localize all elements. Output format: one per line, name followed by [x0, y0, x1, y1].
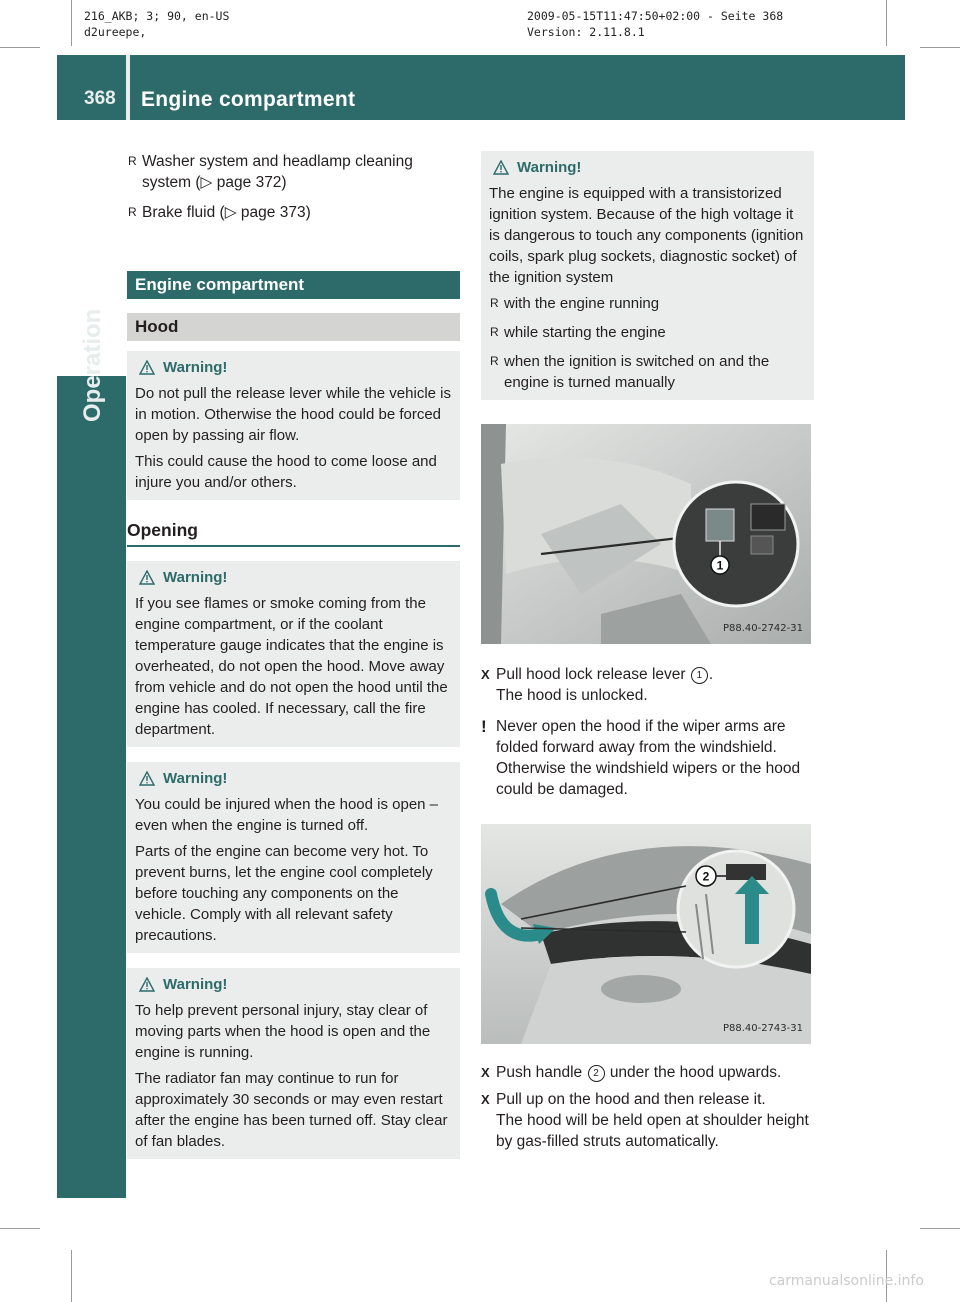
warning-heading [493, 157, 806, 178]
step-marker: X [481, 667, 490, 682]
meta-left-line2: d2ureepe, [84, 25, 147, 39]
warning-label: Warning! [163, 770, 228, 787]
warning-label: Warning! [163, 569, 228, 586]
instruction-step [481, 1089, 814, 1152]
warning-text: To help prevent personal injury, stay clear of moving parts when the hood is open and the engine is running. [135, 1002, 431, 1061]
right-column [481, 151, 814, 1158]
instruction-step [481, 664, 814, 706]
caution-marker: ! [481, 717, 487, 736]
crop-mark [0, 47, 40, 48]
warning-text: Parts of the engine can become very hot. To prevent burns, let the engine cool completely before touching any components on the vehicle. Comply with all relevant safety precautions. [135, 843, 433, 944]
page-number: 368 [84, 88, 116, 109]
warning-box [127, 762, 460, 953]
meta-right-line2: Version: 2.11.8.1 [527, 25, 645, 39]
bullet-text: Brake fluid (▷ page 373) [142, 204, 311, 221]
warning-label: Warning! [517, 159, 582, 176]
warning-text: The radiator fan may continue to run for approximately 30 seconds or may even restart after the engine has been turned off. Stay clear of fan blades. [135, 1070, 448, 1150]
bullet-text: while starting the engine [504, 324, 666, 341]
caution-note [481, 716, 814, 800]
warning-text: Do not pull the release lever while the vehicle is in motion. Otherwise the hood could be forced open by passing air flow. [135, 385, 452, 444]
hood-handle-figure [481, 824, 811, 1044]
bullet-marker: R [128, 154, 137, 168]
bullet-text: Washer system and headlamp cleaning system (▷ page 372) [142, 153, 413, 191]
footer-watermark: carmanualsonline.info [769, 1273, 924, 1289]
hood-release-lever-figure [481, 424, 811, 644]
opening-heading: Opening [127, 520, 460, 547]
list-item [489, 293, 806, 314]
note-text: Never open the hood if the wiper arms are folded forward away from the windshield. Otherwise the windshield wipers or the hood could be damaged. [496, 718, 801, 798]
side-tab-label [57, 308, 126, 606]
bullet-marker: R [490, 296, 499, 310]
crop-mark [71, 0, 72, 46]
figure1-callout: 1 [716, 558, 724, 573]
instruction-step [481, 1062, 814, 1083]
warning-box [481, 151, 814, 400]
warning-triangle-icon [139, 771, 155, 786]
step-text: Push handle [496, 1064, 583, 1081]
subsection-title: Hood [127, 313, 460, 341]
warning-box [127, 968, 460, 1159]
header-divider [126, 55, 130, 120]
callout-number: 1 [691, 667, 708, 684]
crop-mark [920, 47, 960, 48]
step-text: . [708, 666, 714, 683]
warning-text: This could cause the hood to come loose and injure you and/or others. [135, 453, 437, 491]
step-marker: X [481, 1092, 490, 1107]
crop-mark [920, 1228, 960, 1229]
meta-right-line1: 2009-05-15T11:47:50+02:00 - Seite 368 [527, 9, 784, 23]
step-list [481, 1062, 814, 1152]
warning-triangle-icon [139, 360, 155, 375]
warning-box [127, 351, 460, 500]
section-title: Engine compartment [127, 271, 460, 299]
warning-heading [139, 974, 452, 995]
step-text: Pull up on the hood and then release it. [496, 1091, 766, 1108]
warning-box [127, 561, 460, 747]
page-title: Engine compartment [141, 88, 356, 111]
step-result: The hood will be held open at shoulder height by gas-filled struts automatically. [496, 1112, 809, 1150]
hood-handle-illustration [481, 824, 811, 1044]
hood-release-lever-illustration [481, 424, 811, 644]
crop-mark [886, 0, 887, 46]
bullet-marker: R [490, 354, 499, 368]
bullet-text: when the ignition is switched on and the engine is turned manually [504, 353, 770, 391]
step-list [481, 664, 814, 706]
figure2-callout: 2 [702, 869, 710, 884]
list-item [489, 322, 806, 343]
side-tab-text: Operation [79, 308, 106, 422]
warning-label: Warning! [163, 359, 228, 376]
warning-heading [139, 357, 452, 378]
step-marker: X [481, 1065, 490, 1080]
warning-text: The engine is equipped with a transistorized ignition system. Because of the high voltage it is dangerous to touch any components (ignition coils, spark plug sockets, diagnostic socket) of the ignition system [489, 185, 804, 286]
crop-mark [0, 1228, 40, 1229]
warning-triangle-icon [139, 570, 155, 585]
meta-left-line1: 216_AKB; 3; 90, en-US [84, 9, 230, 23]
warning-text: If you see flames or smoke coming from the engine compartment, or if the coolant temperature gauge indicates that the engine is overheated, do not open the hood. Move away from vehicle and do not open the hood until the engine has cooled. If necessary, call the fire department. [135, 595, 448, 738]
callout-number: 2 [588, 1065, 605, 1082]
bullet-marker: R [128, 205, 137, 219]
bullet-marker: R [490, 325, 499, 339]
warning-label: Warning! [163, 976, 228, 993]
bullet-text: with the engine running [504, 295, 660, 312]
crop-mark [71, 1250, 72, 1302]
warning-heading [139, 567, 452, 588]
step-text: Pull hood lock release lever [496, 666, 686, 683]
figure1-id: P88.40-2742-31 [722, 623, 803, 634]
print-meta-right [527, 8, 783, 40]
figure2-id: P88.40-2743-31 [722, 1023, 803, 1034]
step-result: The hood is unlocked. [496, 687, 648, 704]
warning-heading [139, 768, 452, 789]
step-text: under the hood upwards. [609, 1064, 782, 1081]
warning-text: You could be injured when the hood is open – even when the engine is turned off. [135, 796, 439, 834]
warning-triangle-icon [139, 977, 155, 992]
list-item [127, 202, 460, 223]
warning-triangle-icon [493, 160, 509, 175]
list-item [127, 151, 460, 193]
left-column [127, 151, 460, 1159]
print-meta-left [84, 8, 229, 40]
list-item [489, 351, 806, 393]
